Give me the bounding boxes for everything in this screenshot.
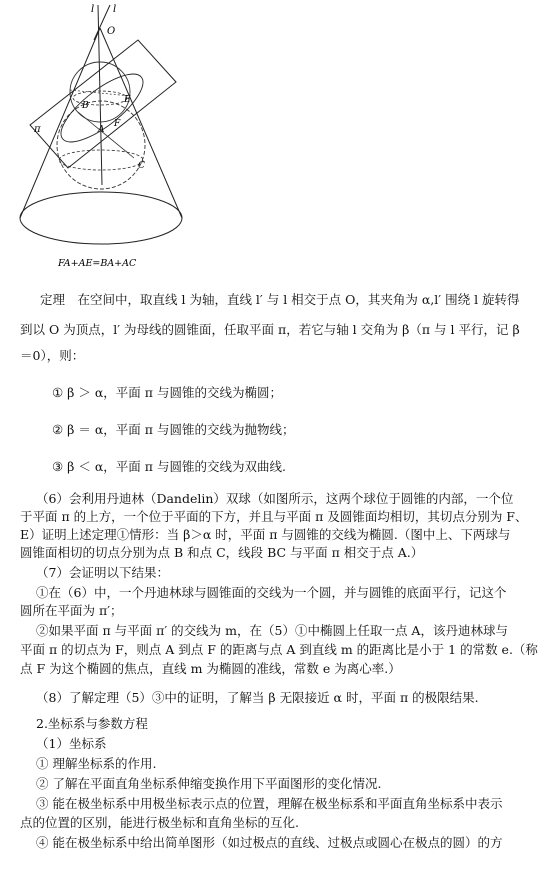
figure-caption: FA+AE=BA+AC bbox=[58, 258, 137, 269]
label-a: A bbox=[98, 125, 105, 135]
case-1: ① β ＞ α，平面 π 与圆锥的交线为椭圆； bbox=[52, 385, 282, 400]
label-b: B bbox=[82, 101, 89, 111]
list-item-4: ④ 能在极坐标系中给出简单图形（如过极点的直线、过极点或圆心在极点的圆）的方 bbox=[36, 835, 503, 850]
cone-diagram bbox=[10, 0, 190, 270]
theorem-line-3: ＝0），则： bbox=[20, 348, 85, 363]
item-7-a-line-2: 圆所在平面为 π′； bbox=[20, 603, 123, 618]
case-2: ② β ＝ α，平面 π 与圆锥的交线为抛物线； bbox=[52, 422, 295, 437]
item-7-b-line-1: ②如果平面 π 与平面 π′ 的交线为 m，在（5）①中椭圆上任取一点 A，该丹迪林球与 bbox=[36, 623, 508, 638]
label-c: C bbox=[138, 161, 145, 171]
case-3: ③ β ＜ α，平面 π 与圆锥的交线为双曲线. bbox=[52, 459, 286, 474]
label-e: E bbox=[124, 95, 131, 105]
list-item-3-line-2: 点的位置的区别，能进行极坐标和直角坐标的互化. bbox=[20, 815, 299, 830]
label-l: l bbox=[113, 4, 117, 15]
theorem-line-1: 定理 在空间中，取直线 l 为轴，直线 l′ 与 l 相交于点 O，其夹角为 α,l′ 围绕 l 旋转得 bbox=[40, 292, 520, 307]
item-6-line-2: 于平面 π 的上方，一个位于平面的下方，并且与平面 π 及圆锥面均相切，其切点分别为 F、 bbox=[20, 509, 528, 524]
label-o: O bbox=[107, 26, 116, 37]
list-item-1: ① 理解坐标系的作用. bbox=[36, 756, 157, 771]
item-6-line-4: 圆锥面相切的切点分别为点 B 和点 C，线段 BC 与平面 π 相交于点 A.） bbox=[20, 545, 424, 560]
item-7-heading: （7）会证明以下结果： bbox=[36, 565, 169, 580]
list-item-3-line-1: ③ 能在极坐标系中用极坐标表示点的位置，理解在极坐标系和平面直角坐标系中表示 bbox=[36, 796, 503, 811]
list-item-2: ② 了解在平面直角坐标系伸缩变换作用下平面图形的变化情况. bbox=[36, 776, 382, 791]
dandelin-figure bbox=[10, 0, 190, 270]
item-7-b-line-2: 平面 π 的切点为 F，则点 A 到点 F 的距离与点 A 到直线 m 的距离比是小于 1 的常数 e.（称 bbox=[20, 642, 538, 657]
item-6-line-1: （6）会利用丹迪林（Dandelin）双球（如图所示，这两个球位于圆锥的内部，一个位 bbox=[36, 491, 514, 506]
label-pi: π bbox=[34, 124, 41, 135]
theorem-line-2: 到以 O 为顶点，l′ 为母线的圆锥面，任取平面 π，若它与轴 l 交角为 β（π 与 l 平行，记 β bbox=[20, 322, 520, 337]
item-7-b-line-3: 点 F 为这个椭圆的焦点，直线 m 为椭圆的准线，常数 e 为离心率.） bbox=[20, 661, 401, 676]
label-l-prime: l bbox=[91, 4, 95, 15]
section-2-1-title: （1）坐标系 bbox=[36, 736, 107, 751]
label-f: F bbox=[114, 119, 121, 129]
item-8: （8）了解定理（5）③中的证明，了解当 β 无限接近 α 时，平面 π 的极限结果. bbox=[36, 690, 479, 705]
item-7-a-line-1: ①在（6）中，一个丹迪林球与圆锥面的交线为一个圆，并与圆锥的底面平行，记这个 bbox=[36, 585, 507, 600]
section-2-title: 2.坐标系与参数方程 bbox=[36, 716, 148, 731]
item-6-line-3: E）证明上述定理①情形：当 β＞α 时，平面 π 与圆锥的交线为椭圆.（图中上、下两球与 bbox=[20, 527, 511, 542]
